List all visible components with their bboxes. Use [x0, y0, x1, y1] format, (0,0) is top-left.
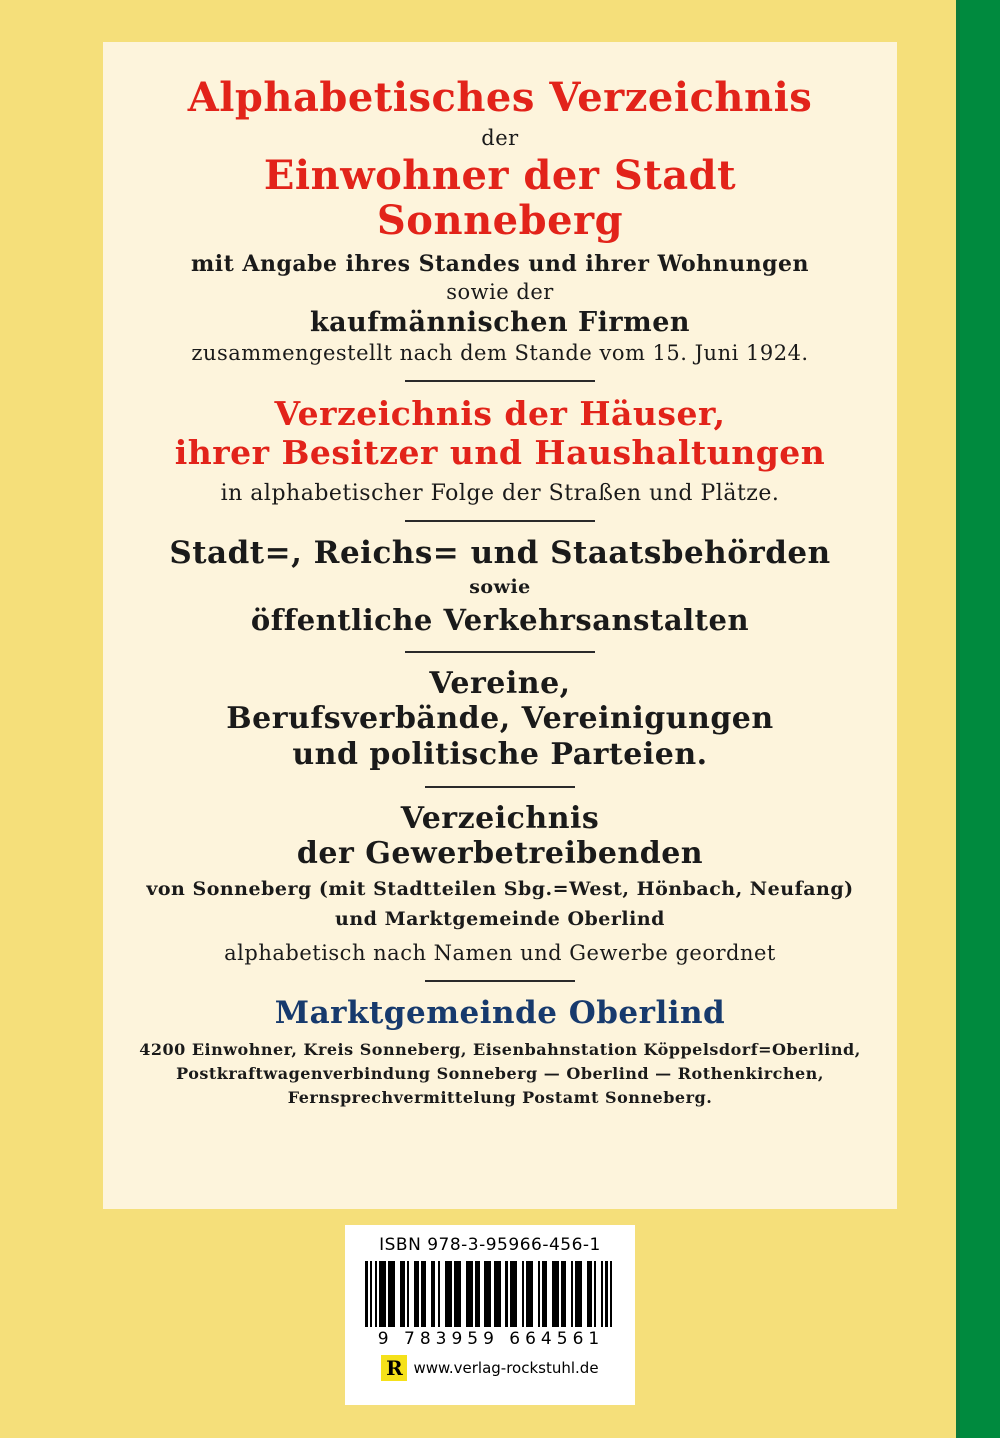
- title-line-1: Alphabetisches Verzeichnis: [187, 74, 813, 121]
- ort-heading: Marktgemeinde Oberlind: [274, 994, 726, 1031]
- gewerbetreibende-heading: der Gewerbetreibenden: [296, 836, 704, 872]
- berufsverbaende-heading: Berufsverbände, Vereinigungen: [226, 701, 774, 737]
- haeuser-line-1: Verzeichnis der Häuser,: [274, 393, 726, 433]
- isbn-label: ISBN 978-3-95966-456-1: [379, 1235, 601, 1255]
- divider-1: [405, 380, 595, 382]
- kaufmaennische-firmen: kaufmännischen Firmen: [309, 307, 691, 339]
- title-der: der: [481, 125, 519, 150]
- gewerbe-note-2: und Marktgemeinde Oberlind: [335, 908, 665, 931]
- barcode-image: [365, 1261, 615, 1327]
- spine-stripe: [960, 0, 1000, 1438]
- subtitle-standes-wohnungen: mit Angabe ihres Standes und ihrer Wohnungen: [190, 250, 810, 277]
- sowie-der: sowie der: [446, 279, 554, 304]
- gewerbe-note-1: von Sonneberg (mit Stadtteilen Sbg.=West, Hönbach, Neufang): [146, 877, 854, 900]
- divider-3: [405, 651, 595, 653]
- verzeichnis-heading: Verzeichnis: [400, 800, 600, 836]
- haeuser-note: in alphabetischer Folge der Straßen und Plätze.: [220, 480, 780, 506]
- publisher-url: www.verlag-rockstuhl.de: [413, 1359, 599, 1377]
- divider-2: [405, 520, 595, 522]
- publisher-logo-icon: R: [381, 1355, 407, 1381]
- divider-5: [425, 980, 575, 982]
- cover-text-panel: [103, 42, 897, 1209]
- stand-datum: zusammengestellt nach dem Stande vom 15. Juni 1924.: [191, 341, 809, 366]
- sowie-label: sowie: [469, 576, 531, 599]
- title-line-2: Einwohner der Stadt Sonneberg: [263, 152, 737, 245]
- publisher-row: [355, 1355, 625, 1381]
- ort-info: 4200 Einwohner, Kreis Sonneberg, Eisenbahnstation Köppelsdorf=Oberlind, Postkraftwagenverbindung Sonneberg — Oberlind — Rothenkirchen, Fernsprechvermittelung Postamt Sonneberg.: [139, 1040, 861, 1108]
- divider-4: [425, 786, 575, 788]
- vereine-heading: Vereine,: [429, 665, 571, 701]
- isbn-barcode-box: [345, 1225, 635, 1405]
- verkehrsanstalten-heading: öffentliche Verkehrsanstalten: [250, 603, 750, 638]
- haeuser-line-2: ihrer Besitzer und Haushaltungen: [174, 432, 826, 472]
- barcode-digits: 9 783959 664561: [377, 1329, 605, 1349]
- gewerbe-note-3: alphabetisch nach Namen und Gewerbe geordnet: [224, 941, 776, 966]
- parteien-heading: und politische Parteien.: [292, 736, 708, 772]
- behoerden-heading: Stadt=, Reichs= und Staatsbehörden: [169, 535, 831, 572]
